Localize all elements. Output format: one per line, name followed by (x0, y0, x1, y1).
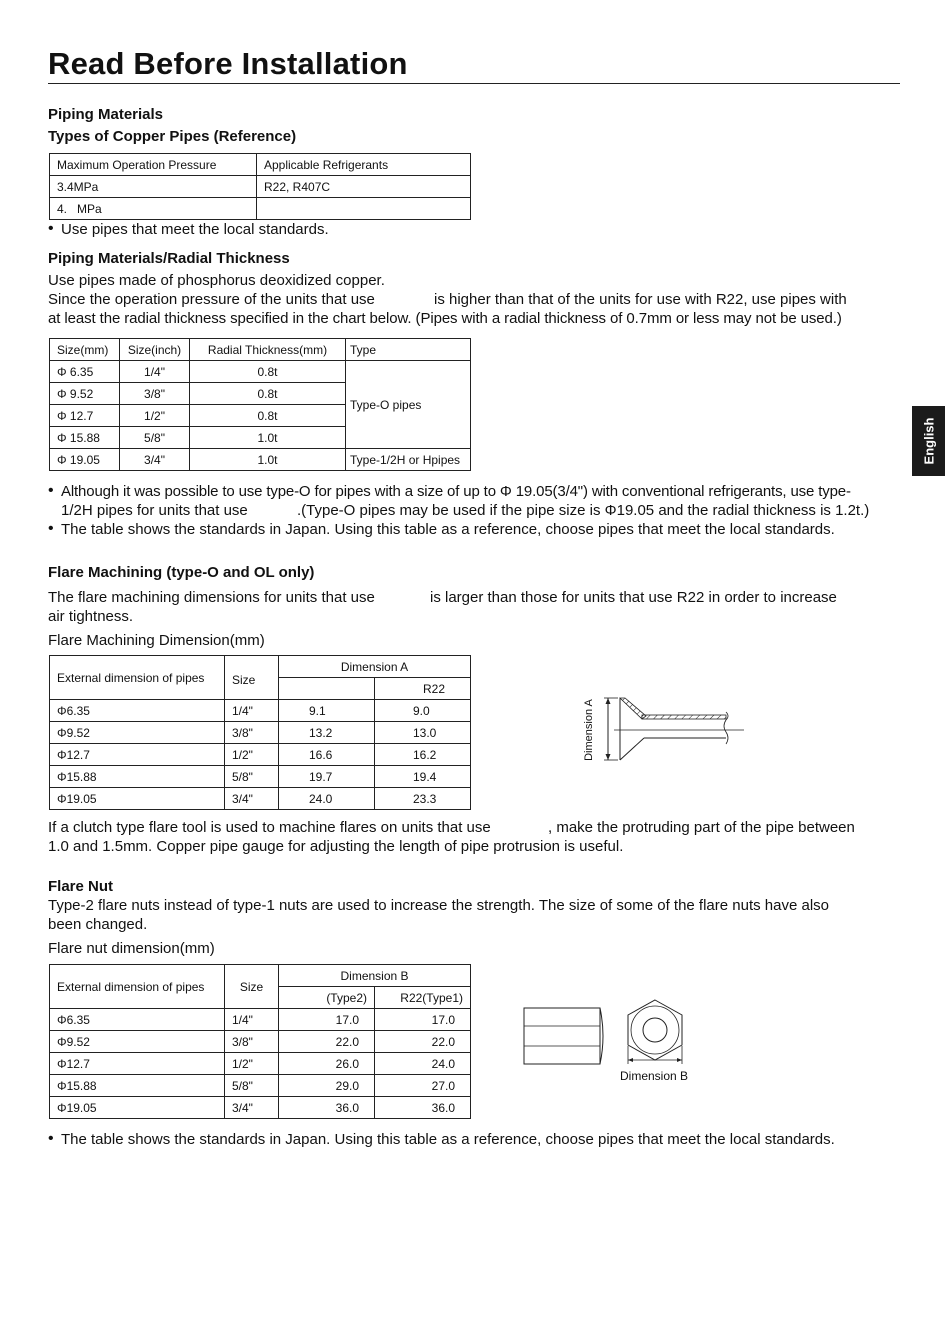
paragraph-line: at least the radial thickness specified in the chart below. (Pipes with a radial thickness of 0.7mm or less may not be used.) (48, 310, 842, 327)
table-row (50, 788, 471, 810)
table-cell: 23.3 (375, 788, 471, 810)
table-header-cell: Size (225, 965, 279, 1009)
bullet-text: The table shows the standards in Japan. Using this table as a reference, choose pipes that meet the local standards. (61, 521, 835, 538)
language-tab (912, 406, 945, 476)
table-cell: 16.6 (279, 744, 375, 766)
table-cell (257, 198, 471, 220)
table-cell: Φ9.52 (50, 722, 225, 744)
table-cell: Φ19.05 (50, 788, 225, 810)
table-header-cell: Maximum Operation Pressure (50, 154, 257, 176)
table-caption: Flare nut dimension(mm) (48, 940, 215, 957)
table-cell: 0.8t (190, 405, 346, 427)
table-cell: R22, R407C (257, 176, 471, 198)
table-header-cell: External dimension of pipes (50, 656, 225, 700)
table-header-cell: (Type2) (279, 987, 375, 1009)
table-cell: 9.0 (375, 700, 471, 722)
table-header-cell: Radial Thickness(mm) (190, 339, 346, 361)
bullet-dot: • (48, 1130, 54, 1147)
table-cell: 19.7 (279, 766, 375, 788)
table-cell: 3/4" (225, 788, 279, 810)
paragraph-line: , make the protruding part of the pipe between (548, 819, 855, 836)
table-cell: 27.0 (375, 1075, 471, 1097)
table-cell: Φ6.35 (50, 1009, 225, 1031)
table-row (50, 449, 471, 471)
table-cell: Φ12.7 (50, 744, 225, 766)
bullet-continuation: .(Type-O pipes may be used if the pipe size is Φ19.05 and the radial thickness is 1.2t.) (297, 502, 870, 519)
table-cell: Φ9.52 (50, 1031, 225, 1053)
bullet-text: The table shows the standards in Japan. Using this table as a reference, choose pipes that meet the local standards. (61, 1131, 835, 1148)
paragraph-line: been changed. (48, 916, 148, 933)
table-header-cell: Type (346, 339, 471, 361)
bullet-continuation: 1/2H pipes for units that use (61, 502, 248, 519)
table-header-row (50, 154, 471, 176)
table-cell: 3/4" (225, 1097, 279, 1119)
table-cell: 1.0t (190, 427, 346, 449)
table-row (50, 1097, 471, 1119)
table-row (50, 744, 471, 766)
table-header-row (50, 339, 471, 361)
table-cell: 29.0 (279, 1075, 375, 1097)
paragraph-line: is higher than that of the units for use with R22, use pipes with (434, 291, 847, 308)
flare-dimension-table (49, 655, 471, 810)
table-header-cell: Size (225, 656, 279, 700)
language-tab-label: English (921, 417, 936, 465)
table-row (50, 1031, 471, 1053)
table-row (50, 722, 471, 744)
table-cell: 1/2" (225, 1053, 279, 1075)
dimension-b-label: Dimension B (620, 1069, 689, 1083)
copper-pipes-subheading: Types of Copper Pipes (Reference) (48, 128, 297, 145)
table-cell: 1/4" (120, 361, 190, 383)
paragraph-line: Since the operation pressure of the units that use (48, 291, 375, 308)
table-cell: 24.0 (279, 788, 375, 810)
table-header-cell: Applicable Refrigerants (257, 154, 471, 176)
paragraph-line: 1.0 and 1.5mm. Copper pipe gauge for adjusting the length of pipe protrusion is useful. (48, 838, 624, 855)
bullet-text: Although it was possible to use type-O for pipes with a size of up to Φ 19.05(3/4") with conventional refrigerants, use type- (61, 483, 851, 500)
flare-nut-heading: Flare Nut (48, 878, 114, 895)
title-divider (48, 83, 900, 84)
table-header-cell: External dimension of pipes (50, 965, 225, 1009)
table-cell: Φ 6.35 (50, 361, 120, 383)
table-header-cell: R22 (375, 678, 471, 700)
table-cell: 9.1 (279, 700, 375, 722)
table-cell: 16.2 (375, 744, 471, 766)
table-cell: Φ15.88 (50, 766, 225, 788)
table-cell: 3/8" (120, 383, 190, 405)
table-cell: 24.0 (375, 1053, 471, 1075)
table-cell: Type-O pipes (346, 361, 471, 449)
table-header-cell (279, 678, 375, 700)
paragraph-line: The flare machining dimensions for units that use (48, 589, 375, 606)
table-row (50, 700, 471, 722)
table-row (50, 1053, 471, 1075)
bullet-dot: • (48, 520, 54, 537)
table-cell: 3/8" (225, 722, 279, 744)
table-row (50, 198, 471, 220)
table-cell: Φ6.35 (50, 700, 225, 722)
table-cell: 17.0 (375, 1009, 471, 1031)
table-cell: 5/8" (120, 427, 190, 449)
table-header-cell: Size(inch) (120, 339, 190, 361)
table-cell: 1.0t (190, 449, 346, 471)
paragraph-line: Use pipes made of phosphorus deoxidized copper. (48, 272, 385, 289)
table-row (50, 1009, 471, 1031)
flare-nut-side-diagram (520, 998, 610, 1070)
table-header-cell: Size(mm) (50, 339, 120, 361)
table-cell: 19.4 (375, 766, 471, 788)
paragraph-line: air tightness. (48, 608, 134, 625)
page-title: Read Before Installation (48, 46, 408, 81)
copper-pipes-table (49, 153, 471, 220)
table-cell: Φ15.88 (50, 1075, 225, 1097)
table-cell: 13.2 (279, 722, 375, 744)
table-cell: Φ 9.52 (50, 383, 120, 405)
bullet-item (48, 220, 908, 239)
table-cell: 0.8t (190, 383, 346, 405)
table-cell: 1/4" (225, 1009, 279, 1031)
table-cell: Type-1/2H or Hpipes (346, 449, 471, 471)
dimension-a-label: Dimension A (583, 699, 595, 761)
table-row (50, 1075, 471, 1097)
bullet-text: Use pipes that meet the local standards. (61, 221, 329, 238)
table-cell: 22.0 (279, 1031, 375, 1053)
table-cell: Φ12.7 (50, 1053, 225, 1075)
table-cell: 1/2" (225, 744, 279, 766)
flare-machining-heading: Flare Machining (type-O and OL only) (48, 564, 315, 581)
table-cell: 4. MPa (50, 198, 257, 220)
table-cell: Φ19.05 (50, 1097, 225, 1119)
flare-nut-front-diagram (622, 998, 692, 1068)
radial-thickness-heading: Piping Materials/Radial Thickness (48, 250, 290, 267)
table-cell: Φ 12.7 (50, 405, 120, 427)
bullet-item (48, 520, 918, 539)
table-cell: 36.0 (279, 1097, 375, 1119)
table-header-cell: R22(Type1) (375, 987, 471, 1009)
table-cell: 17.0 (279, 1009, 375, 1031)
table-cell: 5/8" (225, 766, 279, 788)
flare-diagram (578, 688, 748, 770)
table-header-cell: Dimension A (279, 656, 471, 678)
bullet-dot: • (48, 482, 54, 499)
table-header-cell: Dimension B (279, 965, 471, 987)
table-cell: 26.0 (279, 1053, 375, 1075)
table-cell: 3.4MPa (50, 176, 257, 198)
table-cell: Φ 19.05 (50, 449, 120, 471)
table-cell: 3/8" (225, 1031, 279, 1053)
table-cell: Φ 15.88 (50, 427, 120, 449)
table-cell: 1/4" (225, 700, 279, 722)
bullet-item (48, 1130, 918, 1149)
table-cell: 0.8t (190, 361, 346, 383)
paragraph-line: Type-2 flare nuts instead of type-1 nuts are used to increase the strength. The size of some of the flare nuts have also (48, 897, 830, 914)
bullet-item (48, 482, 918, 501)
radial-thickness-table (49, 338, 471, 471)
table-caption: Flare Machining Dimension(mm) (48, 632, 265, 649)
bullet-dot: • (48, 220, 54, 237)
table-cell: 22.0 (375, 1031, 471, 1053)
table-row (50, 361, 471, 383)
flare-nut-table (49, 964, 471, 1119)
table-cell: 5/8" (225, 1075, 279, 1097)
paragraph-line: If a clutch type flare tool is used to machine flares on units that use (48, 819, 491, 836)
table-cell: 3/4" (120, 449, 190, 471)
piping-materials-heading: Piping Materials (48, 106, 164, 123)
table-cell: 1/2" (120, 405, 190, 427)
table-cell: 13.0 (375, 722, 471, 744)
table-header-row (50, 965, 471, 987)
table-row (50, 176, 471, 198)
table-row (50, 766, 471, 788)
table-cell: 36.0 (375, 1097, 471, 1119)
table-header-row (50, 656, 471, 678)
paragraph-line: is larger than those for units that use R22 in order to increase (430, 589, 837, 606)
